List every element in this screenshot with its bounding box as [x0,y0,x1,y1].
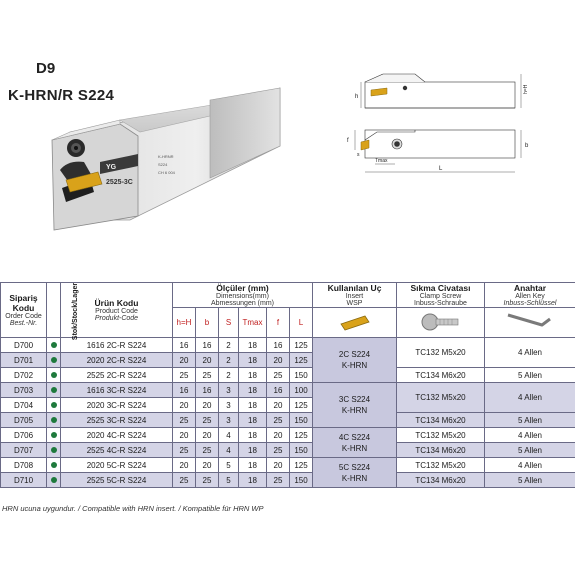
product-code-cell: 2020 5C-R S224 [61,458,173,473]
dimension-cell: 20 [267,428,290,443]
order-code-cell: D710 [1,473,47,488]
order-code-cell: D701 [1,353,47,368]
dimension-cell: 16 [267,338,290,353]
photo-stamp-text: 2525-3C [106,179,133,186]
photo-mark-2: S224 [158,162,168,167]
dimension-cell: 20 [173,398,196,413]
dimension-cell: 150 [290,473,313,488]
product-code-cell: 2525 4C-R S224 [61,443,173,458]
stock-cell [47,383,61,398]
dimension-cell: 100 [290,383,313,398]
allen-key-cell: 4 Allen [485,383,575,413]
dimension-cell: 150 [290,368,313,383]
photo-mark-1: K-HRNR [158,154,174,159]
dimension-cell: 20 [267,398,290,413]
header-dimensions: Ölçüler (mm) Dimensions(mm) Abmessungen (mm) [173,283,313,308]
dimension-cell: 25 [173,368,196,383]
in-stock-icon [51,462,57,468]
dimension-cell: 25 [196,473,219,488]
table-row [1,443,575,458]
in-stock-icon [51,477,57,483]
clamp-screw-cell: TC132 M5x20 [397,458,485,473]
dimension-cell: 18 [239,383,267,398]
product-code-cell: 2525 3C-R S224 [61,413,173,428]
dimension-cell: 2 [219,338,239,353]
table-row [1,368,575,383]
dimension-cell: 25 [267,413,290,428]
insert-group-cell: 3C S224 K-HRN [313,383,397,428]
in-stock-icon [51,387,57,393]
dim-header-l: L [290,308,313,338]
in-stock-icon [51,402,57,408]
dimension-cell: 125 [290,428,313,443]
dimension-cell: 18 [239,353,267,368]
dimension-cell: 20 [173,353,196,368]
dim-header-b: b [196,308,219,338]
screw-image [397,308,485,338]
dimension-cell: 3 [219,398,239,413]
dimension-drawing [335,60,545,190]
dimension-cell: 4 [219,443,239,458]
dimension-cell: 18 [239,443,267,458]
dimension-cell: 25 [173,413,196,428]
insert-group-cell: 2C S224 K-HRN [313,338,397,383]
stock-cell [47,428,61,443]
allen-key-cell: 4 Allen [485,458,575,473]
dimension-cell: 18 [239,338,267,353]
stock-cell [47,398,61,413]
order-code-cell: D703 [1,383,47,398]
dimension-cell: 4 [219,428,239,443]
stock-cell [47,368,61,383]
clamp-screw-cell: TC134 M6x20 [397,368,485,383]
label-h-eq-H: h=H [523,84,529,94]
allen-key-cell: 5 Allen [485,413,575,428]
table-row [1,338,575,353]
dimension-cell: 20 [267,353,290,368]
side-view [365,74,515,108]
clamp-screw-cell: TC132 M5x20 [397,383,485,413]
clamp-screw-cell: TC134 M6x20 [397,413,485,428]
dimension-cell: 25 [267,443,290,458]
dimension-cell: 25 [196,443,219,458]
product-code-cell: 2020 3C-R S224 [61,398,173,413]
dimension-cell: 16 [196,383,219,398]
table-row [1,473,575,488]
product-code-cell: 2020 2C-R S224 [61,353,173,368]
in-stock-icon [51,357,57,363]
allen-key-cell: 4 Allen [485,338,575,368]
order-code-cell: D704 [1,398,47,413]
dimension-cell: 150 [290,443,313,458]
header-product-code: Ürün Kodu Product Code Produkt-Code [61,283,173,338]
dimension-cell: 20 [267,458,290,473]
in-stock-icon [51,417,57,423]
order-code-cell: D708 [1,458,47,473]
dim-header-h: h=H [173,308,196,338]
header-stock: Stok/Stock/Lager [47,283,61,338]
dimension-cell: 20 [196,428,219,443]
spec-table [0,282,575,488]
header-order-code: Sipariş Kodu Order Code Best.-Nr. [1,283,47,338]
stock-cell [47,353,61,368]
allen-key-cell: 5 Allen [485,368,575,383]
dimension-cell: 25 [196,413,219,428]
dimension-cell: 2 [219,368,239,383]
stock-cell [47,458,61,473]
dimension-cell: 25 [196,368,219,383]
product-code-cell: 2525 2C-R S224 [61,368,173,383]
dim-header-f: f [267,308,290,338]
dimension-cell: 18 [239,413,267,428]
table-row [1,458,575,473]
insert-group-cell: 5C S224 K-HRN [313,458,397,488]
header-clamp-screw: Sıkma Civatası Clamp Screw Inbuss-Schraube [397,283,485,308]
order-code-cell: D706 [1,428,47,443]
header-insert: Kullanılan Uç Insert WSP [313,283,397,308]
dimension-cell: 125 [290,458,313,473]
table-row [1,383,575,398]
allen-key-cell: 5 Allen [485,473,575,488]
in-stock-icon [51,342,57,348]
dimension-cell: 18 [239,428,267,443]
dimension-cell: 2 [219,353,239,368]
in-stock-icon [51,432,57,438]
product-code-cell: 1616 2C-R S224 [61,338,173,353]
dim-header-tmax: Tmax [239,308,267,338]
insert-image [313,308,397,338]
top-view [365,130,515,158]
label-s: s [357,152,360,158]
label-f: f [347,138,349,144]
label-b: b [525,143,529,149]
dimension-cell: 150 [290,413,313,428]
section-code: D9 [36,60,56,77]
product-code-cell: 1616 3C-R S224 [61,383,173,398]
clamp-screw-cell: TC134 M6x20 [397,443,485,458]
dimension-cell: 20 [196,353,219,368]
allen-key-cell: 4 Allen [485,428,575,443]
header-allen-key: Anahtar Allen Key Inbuss-Schlüssel [485,283,575,308]
dimension-cell: 16 [267,383,290,398]
label-L: L [439,166,443,172]
stock-cell [47,473,61,488]
order-code-cell: D707 [1,443,47,458]
dimension-cell: 18 [239,473,267,488]
in-stock-icon [51,372,57,378]
product-code-cell: 2525 5C-R S224 [61,473,173,488]
clamp-screw-cell: TC132 M5x20 [397,428,485,443]
dimension-cell: 16 [173,383,196,398]
insert-group-cell: 4C S224 K-HRN [313,428,397,458]
clamp-screw-cell: TC132 M5x20 [397,338,485,368]
dimension-cell: 25 [173,443,196,458]
photo-mark-3: CH 6 004 [158,170,175,175]
footnote: HRN ucuna uygundur. / Compatible with HRN insert. / Kompatible für HRN WP [2,504,264,513]
table-row [1,428,575,443]
label-h: h [355,94,359,100]
clamp-screw-cell: TC134 M6x20 [397,473,485,488]
order-code-cell: D700 [1,338,47,353]
dimension-cell: 20 [196,458,219,473]
in-stock-icon [51,447,57,453]
dimension-cell: 16 [173,338,196,353]
table-row [1,413,575,428]
dimension-cell: 16 [196,338,219,353]
stock-cell [47,413,61,428]
dimension-cell: 5 [219,458,239,473]
dimension-cell: 20 [196,398,219,413]
model-title: K-HRN/R S224 [8,87,115,104]
dimension-cell: 20 [173,428,196,443]
table-body [1,338,575,488]
dimension-cell: 25 [173,473,196,488]
dimension-cell: 125 [290,398,313,413]
dimension-cell: 20 [173,458,196,473]
order-code-cell: D705 [1,413,47,428]
dimension-cell: 3 [219,413,239,428]
photo-brand-text: YG [106,164,117,171]
dimension-cell: 125 [290,338,313,353]
dimension-cell: 25 [267,368,290,383]
dim-header-s: S [219,308,239,338]
stock-cell [47,338,61,353]
dimension-cell: 3 [219,383,239,398]
dimension-cell: 18 [239,458,267,473]
allen-key-cell: 5 Allen [485,443,575,458]
dimension-cell: 25 [267,473,290,488]
dimension-cell: 18 [239,368,267,383]
product-code-cell: 2020 4C-R S224 [61,428,173,443]
label-tmax: Tmax [375,158,388,164]
order-code-cell: D702 [1,368,47,383]
allen-key-image [485,308,575,338]
dimension-cell: 5 [219,473,239,488]
stock-cell [47,443,61,458]
tool-holder-photo [40,80,290,240]
dimension-cell: 125 [290,353,313,368]
dimension-cell: 18 [239,398,267,413]
